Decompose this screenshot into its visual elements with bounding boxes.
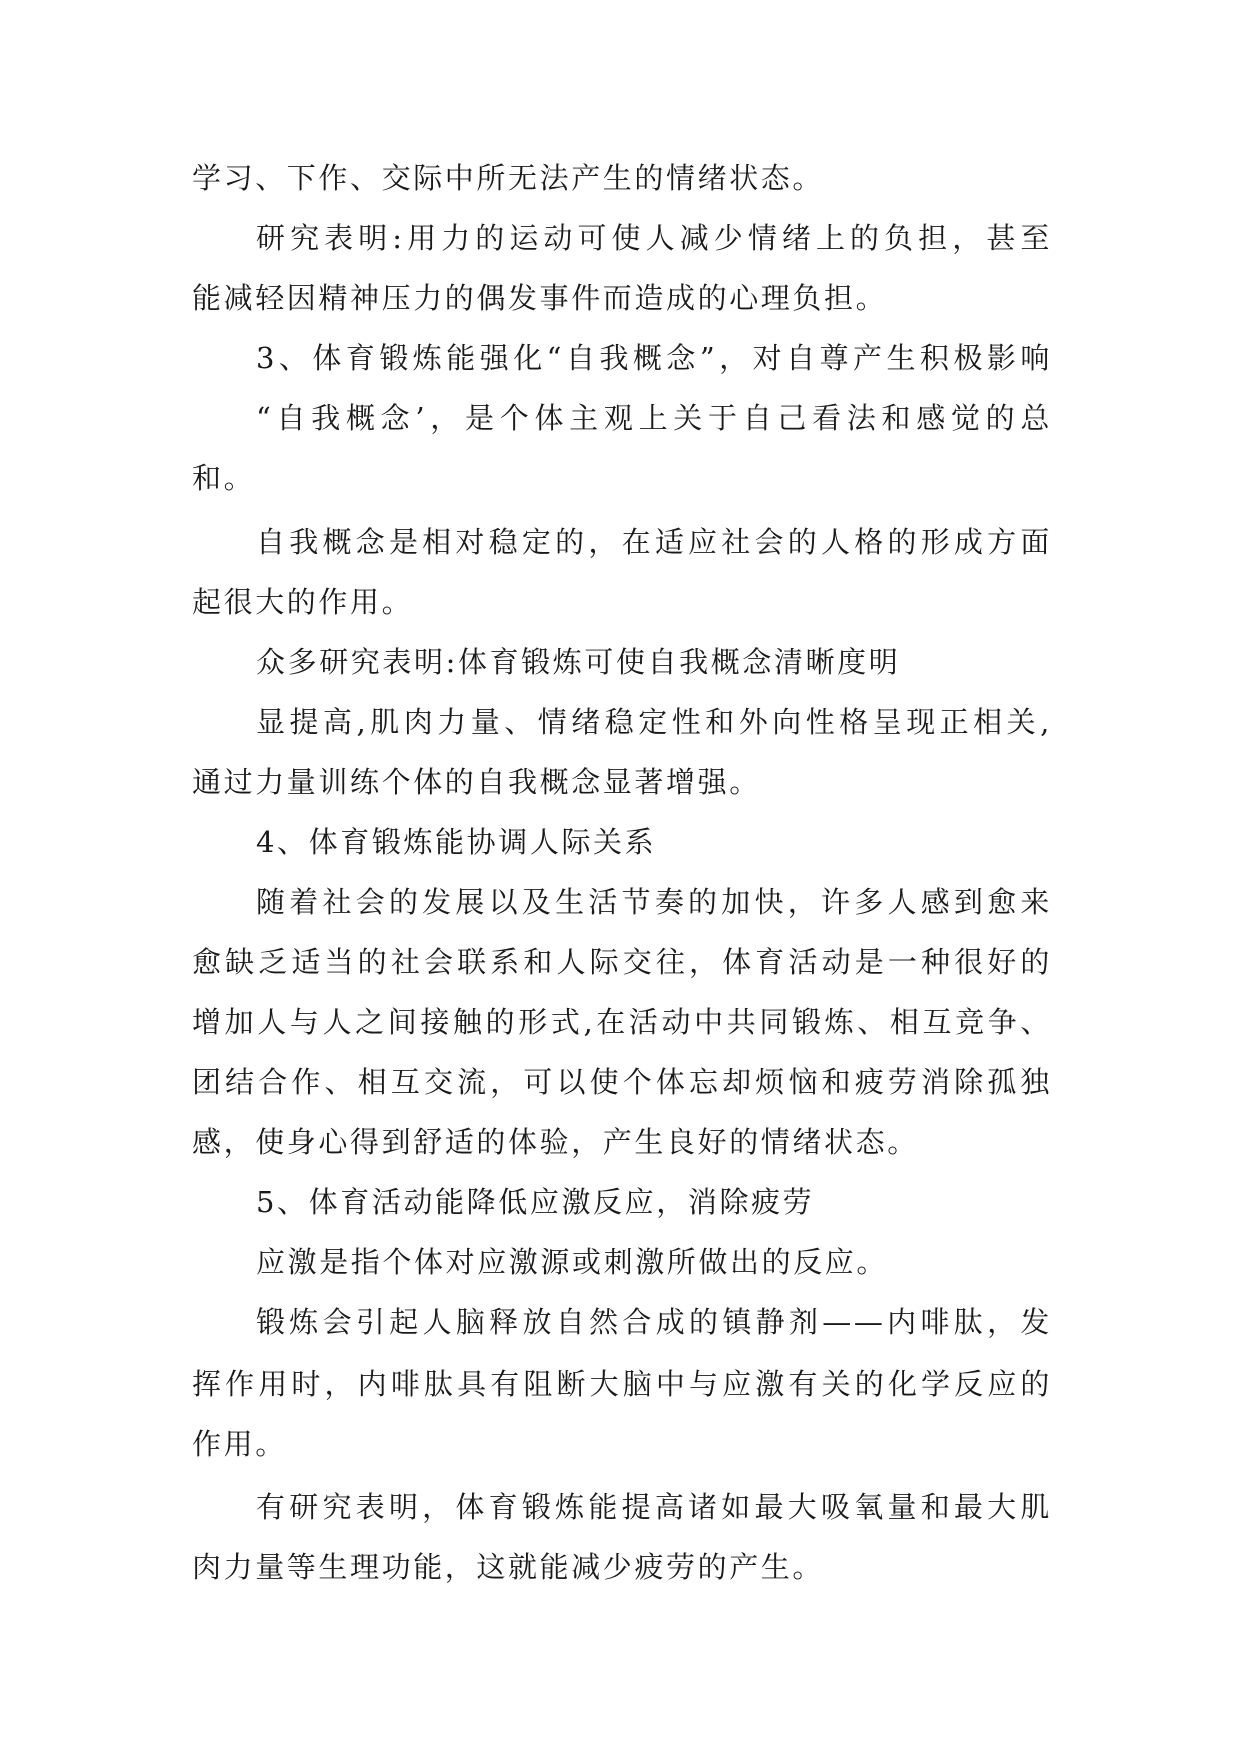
- section-heading: 5、体育活动能降低应激反应，消除疲劳: [256, 1185, 815, 1219]
- text-line: 增加人与人之间接触的形式,在活动中共同锻炼、相互竞争、: [192, 1005, 1052, 1039]
- text-line: 自我概念是相对稳定的，在适应社会的人格的形成方面: [256, 525, 1052, 559]
- text-line: 能减轻因精神压力的偶发事件而造成的心理负担。: [192, 281, 888, 315]
- text-line: 愈缺乏适当的社会联系和人际交往，体育活动是一种很好的: [192, 945, 1052, 979]
- text-line: 显提高,肌肉力量、情绪稳定性和外向性格呈现正相关,: [256, 705, 1052, 739]
- text-line: 学习、下作、交际中所无法产生的情绪状态。: [192, 161, 825, 195]
- text-line: 应激是指个体对应激源或刺激所做出的反应。: [256, 1245, 889, 1279]
- text-line: 作用。: [192, 1427, 287, 1461]
- section-heading: 4、体育锻炼能协调人际关系: [256, 825, 657, 859]
- text-line: 随着社会的发展以及生活节奏的加快，许多人感到愈来: [256, 885, 1052, 919]
- text-line: 挥作用时，内啡肽具有阻断大脑中与应激有关的化学反应的: [192, 1367, 1052, 1401]
- text-line: 众多研究表明:体育锻炼可使自我概念清晰度明: [256, 645, 901, 679]
- text-line: 有研究表明，体育锻炼能提高诸如最大吸氧量和最大肌: [256, 1490, 1052, 1524]
- text-line: 团结合作、相互交流，可以使个体忘却烦恼和疲劳消除孤独: [192, 1065, 1052, 1099]
- text-line: 研究表明:用力的运动可使人减少情绪上的负担，甚至: [256, 221, 1052, 255]
- text-line: 肉力量等生理功能，这就能减少疲劳的产生。: [192, 1550, 825, 1584]
- text-line: 通过力量训练个体的自我概念显著增强。: [192, 765, 761, 799]
- text-line: 锻炼会引起人脑释放自然合成的镇静剂——内啡肽，发: [256, 1305, 1052, 1339]
- section-heading: 3、体育锻炼能强化“自我概念”，对自尊产生积极影响: [256, 341, 1052, 375]
- text-line: “自我概念’，是个体主观上关于自己看法和感觉的总: [256, 401, 1052, 435]
- text-line: 起很大的作用。: [192, 585, 414, 619]
- text-line: 和。: [192, 461, 256, 495]
- text-line: 感，使身心得到舒适的体验，产生良好的情绪状态。: [192, 1125, 919, 1159]
